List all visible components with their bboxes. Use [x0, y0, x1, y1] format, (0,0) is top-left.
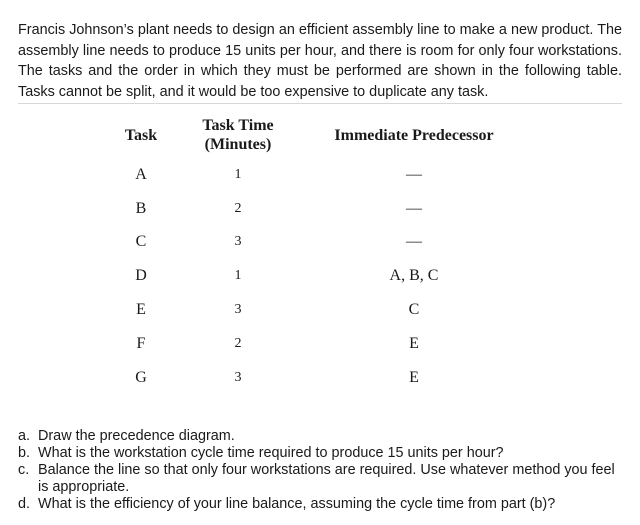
task-time-cell: 2	[234, 200, 242, 216]
predecessor-cell: A, B, C	[389, 267, 439, 285]
predecessor-cell: —	[406, 233, 422, 251]
question-item	[18, 462, 618, 496]
table-row	[95, 327, 525, 361]
question-text: Draw the precedence diagram.	[38, 428, 235, 444]
predecessor-cell: —	[406, 165, 422, 183]
task-time-cell: 3	[234, 234, 242, 250]
header-task-time	[187, 112, 289, 158]
question-text: What is the workstation cycle time required to produce 15 units per hour?	[38, 445, 504, 461]
question-letter: a.	[18, 428, 31, 444]
question-letter: b.	[18, 445, 31, 461]
header-task: Task	[124, 126, 158, 144]
table-header-row	[95, 112, 525, 158]
problem-statement: Francis Johnson’s plant needs to design an efficient assembly line to make a new product. The assembly line needs to produce 15 units per hour, and there is room for only four workstations. The tasks and the order in which they must be performed are shown in the following table. Tasks cannot be split, and it would be too expensive to duplicate any task.	[18, 20, 622, 104]
task-cell: C	[135, 233, 147, 251]
task-cell: D	[135, 267, 147, 285]
table-row	[95, 192, 525, 226]
question-item	[18, 428, 618, 445]
task-time-cell: 1	[234, 166, 242, 182]
task-time-cell: 3	[234, 302, 242, 318]
question-item	[18, 445, 618, 462]
question-letter: d.	[18, 496, 31, 512]
table-row	[95, 158, 525, 192]
question-letter: c.	[18, 462, 30, 478]
task-cell: A	[135, 165, 147, 183]
header-immediate-predecessor: Immediate Predecessor	[334, 126, 494, 144]
task-time-cell: 2	[234, 335, 242, 351]
task-cell: F	[136, 334, 146, 352]
task-cell: B	[135, 199, 147, 217]
table-row	[95, 361, 525, 395]
task-cell: G	[135, 368, 147, 386]
task-time-cell: 1	[234, 268, 242, 284]
question-list	[18, 428, 618, 513]
predecessor-cell: C	[408, 301, 420, 319]
predecessor-cell: —	[406, 199, 422, 217]
task-table	[95, 112, 525, 395]
task-cell: E	[136, 301, 146, 319]
table-row	[95, 293, 525, 327]
table-row	[95, 259, 525, 293]
predecessor-cell: E	[409, 334, 419, 352]
question-text: Balance the line so that only four workstations are required. Use whatever method you feel is appropriate.	[38, 462, 615, 495]
question-item	[18, 496, 618, 513]
table-row	[95, 226, 525, 260]
header-task-time-line2: (Minutes)	[204, 136, 272, 153]
predecessor-cell: E	[409, 368, 419, 386]
question-text: What is the efficiency of your line balance, assuming the cycle time from part (b)?	[38, 496, 556, 512]
header-task-time-line1: Task Time	[202, 117, 274, 134]
task-time-cell: 3	[234, 369, 242, 385]
